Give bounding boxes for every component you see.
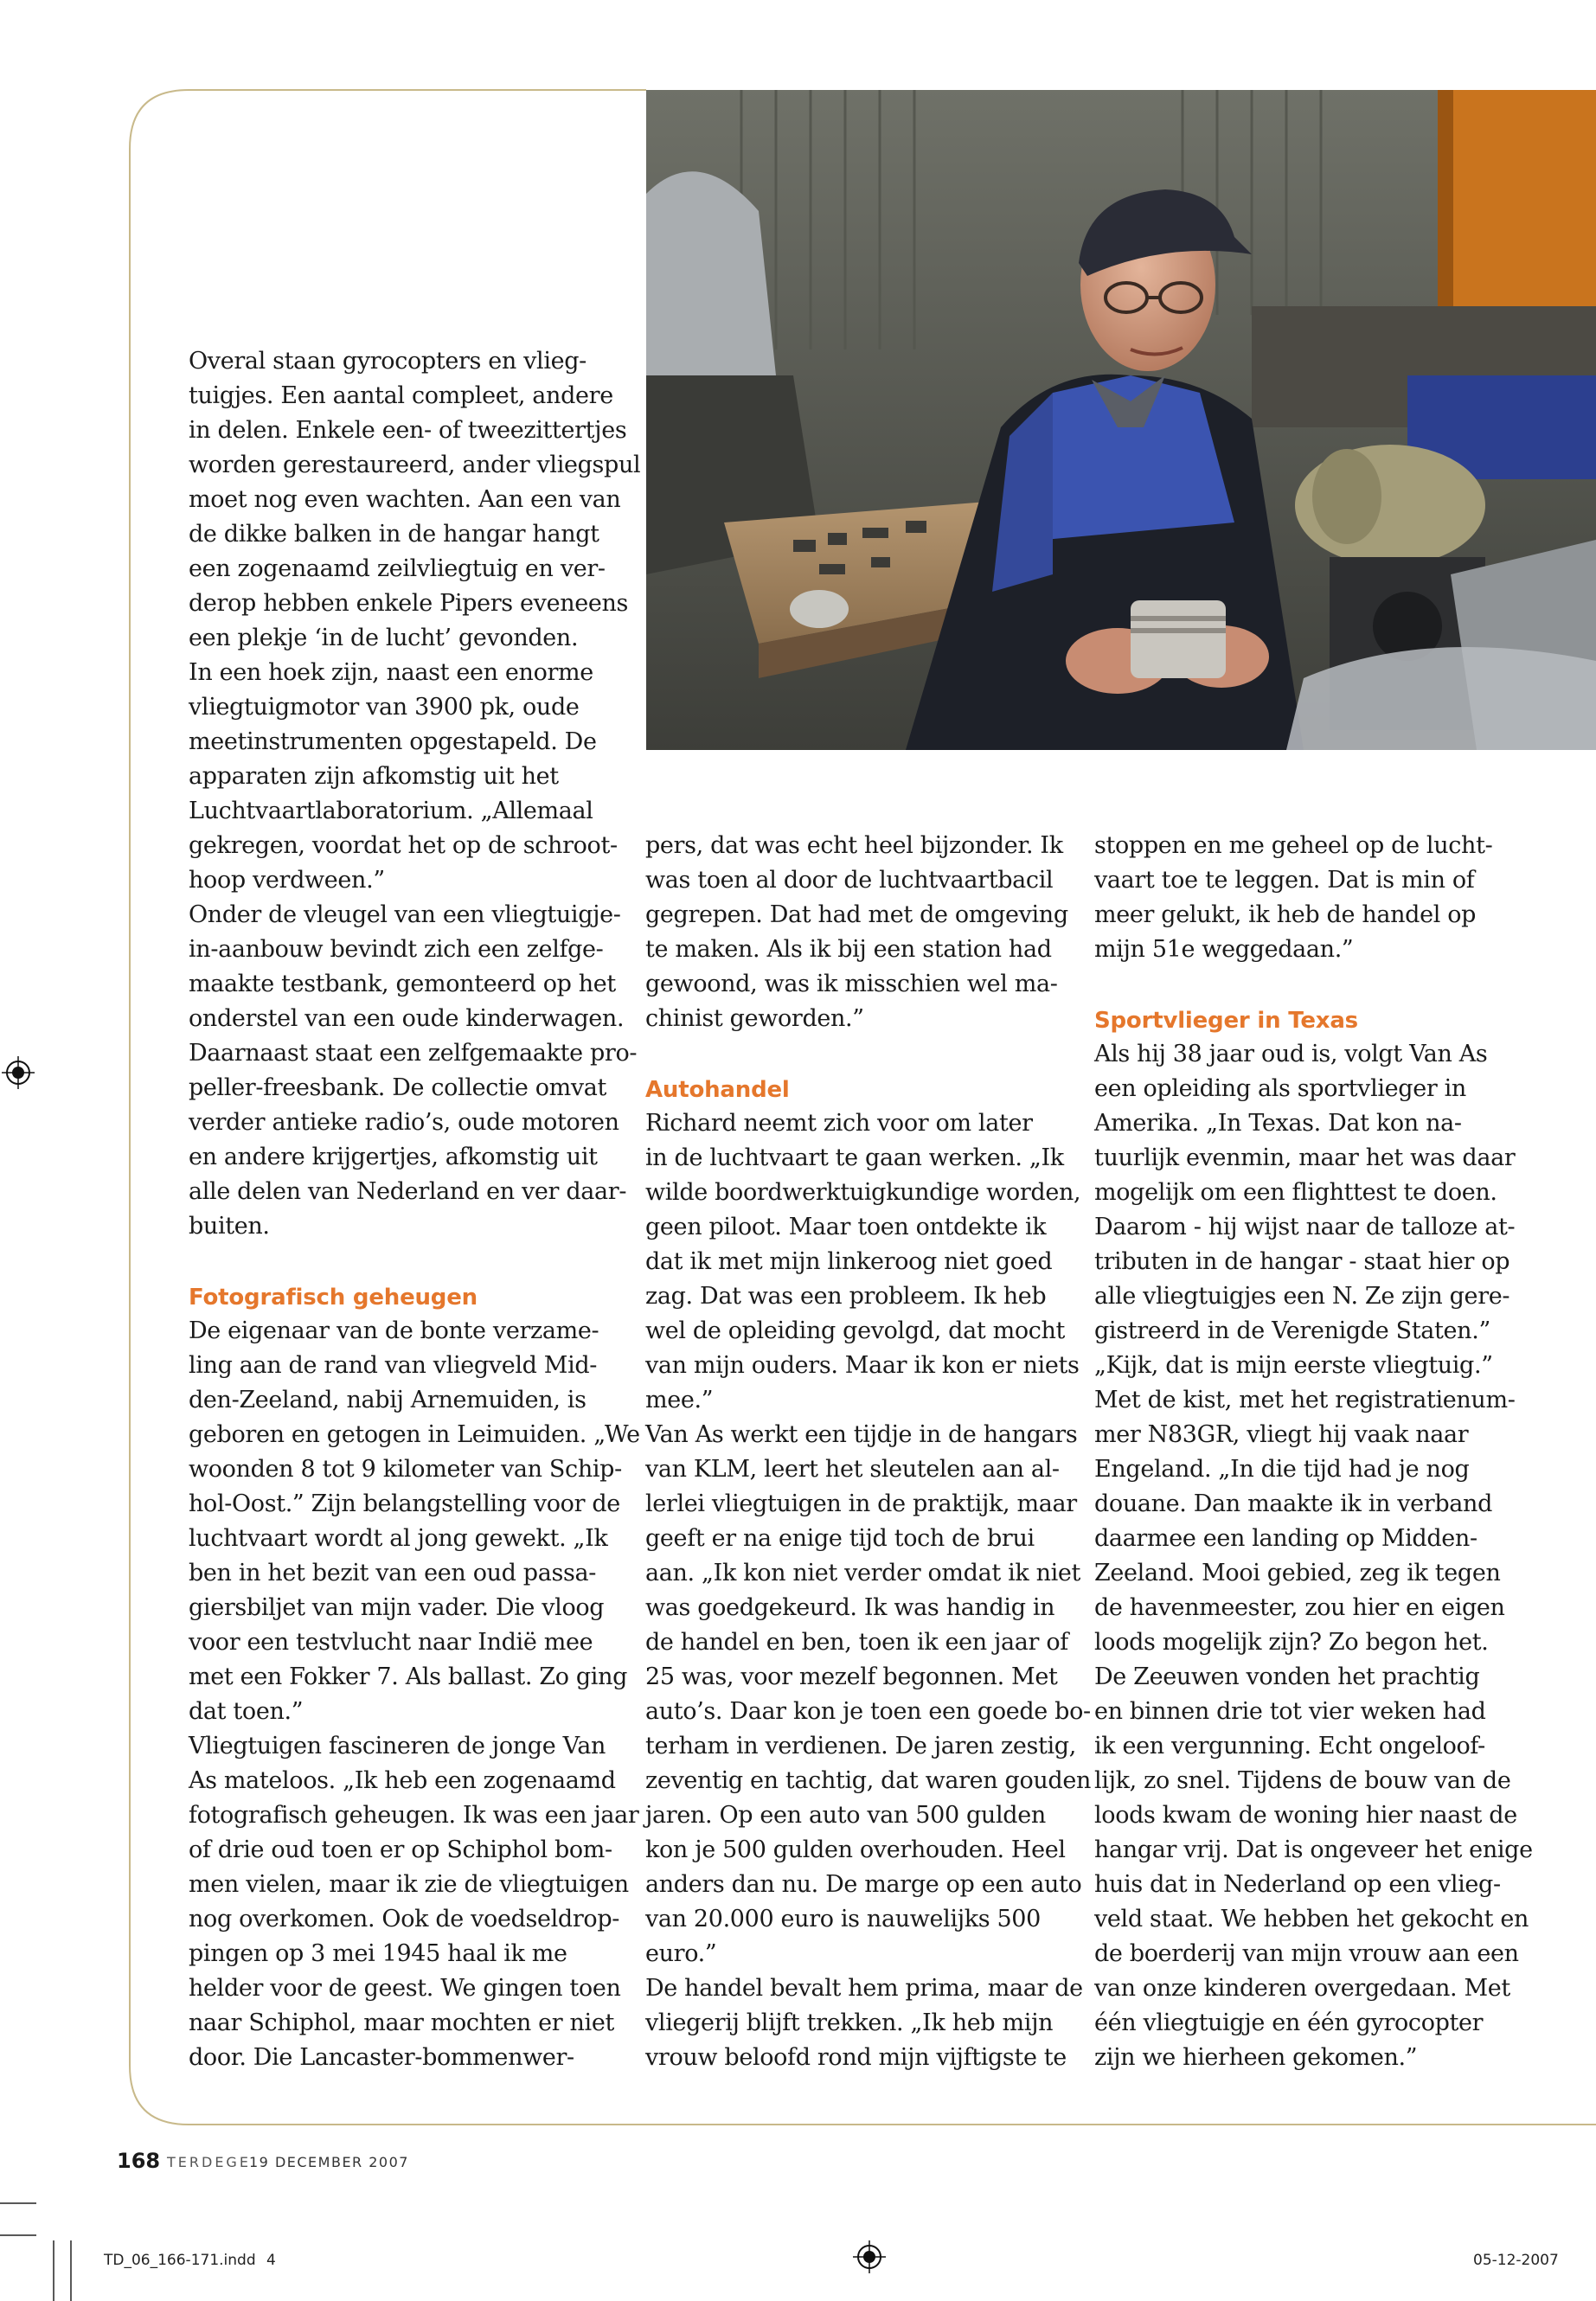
text-line: mer N83GR, vliegt hij vaak naar: [1094, 1421, 1469, 1448]
text-line: kon je 500 gulden overhouden. Heel: [645, 1836, 1066, 1863]
text-line: In een hoek zijn, naast een enorme: [189, 659, 593, 686]
text-line: auto’s. Daar kon je toen een goede bo-: [645, 1698, 1091, 1725]
text-line: douane. Dan maakte ik in verband: [1094, 1490, 1493, 1517]
text-line: de handel en ben, toen ik een jaar of: [645, 1629, 1068, 1656]
text-line: Overal staan gyrocopters en vlieg-: [189, 348, 586, 375]
text-line: geeft er na enige tijd toch de brui: [645, 1525, 1035, 1552]
text-line: loods mogelijk zijn? Zo begon het.: [1094, 1629, 1489, 1656]
text-line: alle delen van Nederland en ver daar-: [189, 1178, 627, 1205]
text-line: Amerika. „In Texas. Dat kon na-: [1094, 1110, 1462, 1137]
text-line: huis dat in Nederland op een vlieg-: [1094, 1871, 1501, 1898]
text-line: tuurlijk evenmin, maar het was daar: [1094, 1144, 1516, 1171]
text-line: onderstel van een oude kinderwagen.: [189, 1005, 625, 1032]
text-line: hol-Oost.” Zijn belangstelling voor de: [189, 1490, 620, 1517]
text-line: ling aan de rand van vliegveld Mid-: [189, 1352, 598, 1379]
text-line: tuigjes. Een aantal compleet, andere: [189, 382, 613, 409]
text-line: de dikke balken in de hangar hangt: [189, 521, 599, 548]
crop-marks: [0, 2203, 71, 2301]
section-heading: Fotografisch geheugen: [189, 1285, 478, 1311]
text-line: Zeeland. Mooi gebied, zeg ik tegen: [1094, 1560, 1501, 1586]
text-line: De Zeeuwen vonden het prachtig: [1094, 1663, 1480, 1690]
text-line: Van As werkt een tijdje in de hangars: [645, 1421, 1078, 1448]
text-line: Luchtvaartlaboratorium. „Allemaal: [189, 798, 593, 824]
text-line: Met de kist, met het registratienum-: [1094, 1387, 1516, 1413]
text-line: terham in verdienen. De jaren zestig,: [645, 1733, 1076, 1759]
text-line: geboren en getogen in Leimuiden. „We: [189, 1421, 640, 1448]
text-line: een opleiding als sportvlieger in: [1094, 1075, 1466, 1102]
text-line: hoop verdween.”: [189, 867, 385, 894]
text-line: meetinstrumenten opgestapeld. De: [189, 728, 597, 755]
text-line: men vielen, maar ik zie de vliegtuigen: [189, 1871, 629, 1898]
text-line: de boerderij van mijn vrouw aan een: [1094, 1940, 1519, 1967]
text-line: dat toen.”: [189, 1698, 304, 1725]
text-line: 25 was, voor mezelf begonnen. Met: [645, 1663, 1058, 1690]
text-line: De eigenaar van de bonte verzame-: [189, 1317, 599, 1344]
text-line: buiten.: [189, 1213, 270, 1240]
text-line: gewoond, was ik misschien wel ma-: [645, 971, 1058, 997]
text-line: worden gerestaureerd, ander vliegspul: [189, 452, 641, 478]
text-line: geen piloot. Maar toen ontdekte ik: [645, 1214, 1047, 1240]
text-line: de havenmeester, zou hier en eigen: [1094, 1594, 1505, 1621]
text-line: te maken. Als ik bij een station had: [645, 936, 1052, 963]
text-line: Als hij 38 jaar oud is, volgt Van As: [1094, 1041, 1488, 1067]
text-line: Richard neemt zich voor om later: [645, 1110, 1033, 1137]
text-line: ik een vergunning. Echt ongeloof-: [1094, 1733, 1485, 1759]
text-line: gegrepen. Dat had met de omgeving: [645, 901, 1068, 928]
text-line: vaart toe te leggen. Dat is min of: [1094, 867, 1475, 894]
text-line: lijk, zo snel. Tijdens de bouw van de: [1094, 1767, 1511, 1794]
text-line: De handel bevalt hem prima, maar de: [645, 1975, 1083, 2002]
slug-date: 05-12-2007: [1473, 2252, 1559, 2269]
text-line: met een Fokker 7. Als ballast. Zo ging: [189, 1663, 628, 1690]
text-line: vrouw beloofd rond mijn vijftigste te: [645, 2044, 1067, 2071]
text-line: een zogenaamd zeilvliegtuig en ver-: [189, 555, 606, 582]
text-line: door. Die Lancaster-bommenwer-: [189, 2044, 574, 2071]
text-line: pers, dat was echt heel bijzonder. Ik: [645, 832, 1063, 859]
text-line: van 20.000 euro is nauwelijks 500: [645, 1906, 1041, 1932]
registration-mark-icon: [853, 2240, 886, 2273]
text-line: Daarom - hij wijst naar de talloze at-: [1094, 1214, 1516, 1240]
section-heading: Sportvlieger in Texas: [1094, 1008, 1358, 1034]
text-line: van KLM, leert het sleutelen aan al-: [645, 1456, 1060, 1483]
text-line: zag. Dat was een probleem. Ik heb: [645, 1283, 1047, 1310]
text-line: gistreerd in de Verenigde Staten.”: [1094, 1317, 1490, 1344]
text-line: loods kwam de woning hier naast de: [1094, 1802, 1517, 1829]
text-line: nog overkomen. Ook de voedseldrop-: [189, 1906, 620, 1932]
text-line: was goedgekeurd. Ik was handig in: [645, 1594, 1055, 1621]
text-line: veld staat. We hebben het gekocht en: [1094, 1906, 1529, 1932]
text-line: peller-freesbank. De collectie omvat: [189, 1074, 607, 1101]
text-line: ben in het bezit van een oud passa-: [189, 1560, 597, 1586]
text-line: voor een testvlucht naar Indië mee: [189, 1629, 593, 1656]
text-line: wel de opleiding gevolgd, dat mocht: [645, 1317, 1066, 1344]
text-line: en binnen drie tot vier weken had: [1094, 1698, 1486, 1725]
issue-date: 19 DECEMBER 2007: [249, 2154, 409, 2170]
text-line: maakte testbank, gemonteerd op het: [189, 971, 616, 997]
text-line: woonden 8 tot 9 kilometer van Schip-: [189, 1456, 622, 1483]
text-line: wilde boordwerktuigkundige worden,: [645, 1179, 1081, 1206]
text-line: Daarnaast staat een zelfgemaakte pro-: [189, 1040, 638, 1067]
text-line: „Kijk, dat is mijn eerste vliegtuig.”: [1094, 1352, 1493, 1379]
text-line: vliegtuigmotor van 3900 pk, oude: [189, 694, 580, 721]
text-line: mijn 51e weggedaan.”: [1094, 936, 1354, 963]
text-line: en andere krijgertjes, afkomstig uit: [189, 1144, 598, 1170]
text-line: pingen op 3 mei 1945 haal ik me: [189, 1940, 567, 1967]
text-line: gekregen, voordat het op de schroot-: [189, 832, 618, 859]
text-line: moet nog even wachten. Aan een van: [189, 486, 621, 513]
slug-page: 4: [266, 2252, 276, 2269]
text-line: den-Zeeland, nabij Arnemuiden, is: [189, 1387, 586, 1413]
text-line: stoppen en me geheel op de lucht-: [1094, 832, 1493, 859]
registration-mark-icon: [2, 1056, 35, 1089]
slug-filename: TD_06_166-171.indd: [104, 2252, 256, 2269]
text-line: een plekje ‘in de lucht’ gevonden.: [189, 625, 579, 651]
page-number: 168: [117, 2149, 161, 2173]
text-line: of drie oud toen er op Schiphol bom-: [189, 1836, 612, 1863]
text-line: jaren. Op een auto van 500 gulden: [645, 1802, 1046, 1829]
text-line: giersbiljet van mijn vader. Die vloog: [189, 1594, 605, 1621]
text-line: naar Schiphol, maar mochten er niet: [189, 2009, 614, 2036]
text-line: in delen. Enkele een- of tweezittertjes: [189, 417, 627, 444]
text-line: hangar vrij. Dat is ongeveer het enige: [1094, 1836, 1533, 1863]
text-line: van mijn ouders. Maar ik kon er niets: [645, 1352, 1080, 1379]
text-line: mogelijk om een flighttest te doen.: [1094, 1179, 1497, 1206]
text-line: in de luchtvaart te gaan werken. „Ik: [645, 1144, 1064, 1171]
text-line: Onder de vleugel van een vliegtuigje-: [189, 901, 621, 928]
text-line: derop hebben enkele Pipers eveneens: [189, 590, 629, 617]
text-line: dat ik met mijn linkeroog niet goed: [645, 1248, 1053, 1275]
text-line: Vliegtuigen fascineren de jonge Van: [189, 1733, 606, 1759]
text-line: lerlei vliegtuigen in de praktijk, maar: [645, 1490, 1077, 1517]
text-line: anders dan nu. De marge op een auto: [645, 1871, 1082, 1898]
text-line: mee.”: [645, 1387, 714, 1413]
text-line: was toen al door de luchtvaartbacil: [645, 867, 1054, 894]
text-line: alle vliegtuigjes een N. Ze zijn gere-: [1094, 1283, 1510, 1310]
magazine-name: TERDEGE: [167, 2154, 251, 2170]
text-line: helder voor de geest. We gingen toen: [189, 1975, 621, 2002]
text-line: tributen in de hangar - staat hier op: [1094, 1248, 1510, 1275]
text-line: fotografisch geheugen. Ik was een jaar: [189, 1802, 639, 1829]
text-line: euro.”: [645, 1940, 717, 1967]
text-line: zijn we hierheen gekomen.”: [1094, 2044, 1418, 2071]
text-line: Engeland. „In die tijd had je nog: [1094, 1456, 1470, 1483]
text-line: apparaten zijn afkomstig uit het: [189, 763, 559, 790]
text-line: één vliegtuigje en één gyrocopter: [1094, 2009, 1484, 2036]
text-line: As mateloos. „Ik heb een zogenaamd: [189, 1767, 616, 1794]
text-line: luchtvaart wordt al jong gewekt. „Ik: [189, 1525, 608, 1552]
text-line: meer gelukt, ik heb de handel op: [1094, 901, 1477, 928]
section-heading: Autohandel: [645, 1077, 790, 1103]
text-line: zeventig en tachtig, dat waren gouden: [645, 1767, 1092, 1794]
text-line: in-aanbouw bevindt zich een zelfge-: [189, 936, 604, 963]
text-line: aan. „Ik kon niet verder omdat ik niet: [645, 1560, 1081, 1586]
text-line: chinist geworden.”: [645, 1005, 864, 1032]
text-line: verder antieke radio’s, oude motoren: [189, 1109, 619, 1136]
text-line: daarmee een landing op Midden-: [1094, 1525, 1477, 1552]
text-line: vliegerij blijft trekken. „Ik heb mijn: [645, 2009, 1054, 2036]
text-line: van onze kinderen overgedaan. Met: [1094, 1975, 1510, 2002]
